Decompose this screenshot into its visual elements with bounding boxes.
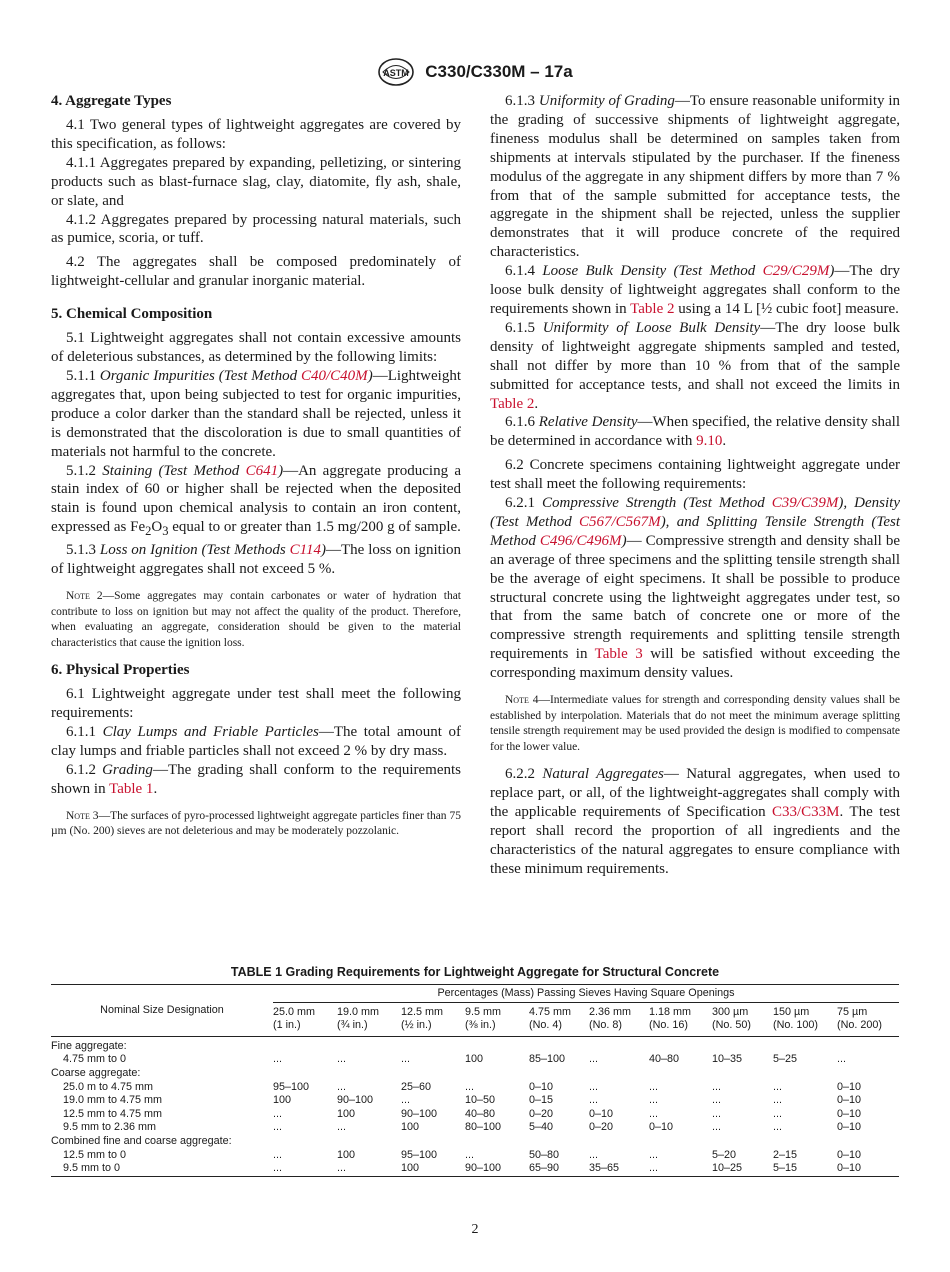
sieve-header: 12.5 mm (½ in.)	[401, 1005, 444, 1032]
table-row	[51, 1081, 899, 1095]
table-cell: 40–80	[649, 1053, 680, 1066]
table-cell: 0–15	[529, 1094, 554, 1107]
table-cell: 0–10	[837, 1107, 862, 1120]
table-cell: 0–10	[837, 1094, 862, 1107]
table-cell: ...	[589, 1053, 598, 1066]
table-cell: 90–100	[465, 1162, 502, 1175]
table-cell: ...	[773, 1121, 782, 1134]
table-cell: 0–20	[589, 1121, 614, 1134]
table-cell: ...	[712, 1094, 721, 1107]
table-cell: ...	[465, 1148, 474, 1161]
table-cell: 2–15	[773, 1148, 798, 1161]
sieve-header: 300 µm (No. 50)	[712, 1005, 752, 1032]
para-6-1-5: 6.1.5 Uniformity of Loose Bulk Density—The dry loose bulk density of lightweight aggregate shipments sampled and tested, shall not differ by more than 10 % from that of the sample submitted for acceptance tests, and shall not exceed the limits in Table 2.	[490, 319, 900, 412]
table-cell: 100	[337, 1148, 356, 1161]
sieve-header: 1.18 mm (No. 16)	[649, 1005, 692, 1032]
table-cell: ...	[773, 1080, 782, 1093]
table-cell: ...	[273, 1162, 282, 1175]
para-5-1: 5.1 Lightweight aggregates shall not contain excessive amounts of deleterious substances, as determined by the following limits:	[51, 330, 461, 366]
table-cell: 95–100	[401, 1148, 438, 1161]
page-header	[0, 57, 950, 87]
table-cell: ...	[649, 1148, 658, 1161]
table-cell: ...	[465, 1080, 474, 1093]
para-4-1-1: 4.1.1 Aggregates prepared by expanding, pelletizing, or sintering products such as blast-furnace slag, clay, diatomite, fly ash, shale, or slate, and	[51, 154, 461, 209]
para-5-1-1: 5.1.1 Organic Impurities (Test Method C40/C40M)—Lightweight aggregates that, upon being subjected to test for organic impurities, produce a color darker than the standard shall be rejected, unless it is demonstrated that the discoloration is due to small quantities of materials not harmful to the concrete.	[51, 367, 462, 460]
para-6-2-1: 6.2.1 Compressive Strength (Test Method C39/C39M), Density (Test Method C567/C567M), and Splitting Tensile Strength (Test Method C496/C496M)— Compressive strength and density shall be an average of three specimens and the splitting tensile strength shall be the average of eight specimens. It shall be possible to produce structural concrete using the lightweight aggregates under test, so that from the same batch of concrete one or more of the compressive strength requirements and splitting tensile strength requirements in Table 3 will be satisfied without exceeding the corresponding maximum density values.	[490, 495, 900, 682]
table-span-header: Percentages (Mass) Passing Sieves Having Square Openings	[273, 985, 899, 1003]
table-cell: 95–100	[273, 1080, 310, 1093]
table-cell: 50–80	[529, 1148, 560, 1161]
table-cell: 5–15	[773, 1162, 798, 1175]
table-cell: 90–100	[337, 1094, 374, 1107]
table-cell: 85–100	[529, 1053, 566, 1066]
link-table-2[interactable]: Table 2	[630, 300, 675, 317]
table-cell: 0–10	[649, 1121, 674, 1134]
link-table-2b[interactable]: Table 2	[490, 395, 535, 412]
table-group-row	[51, 1036, 899, 1053]
document-designation: C330/C330M – 17a	[425, 62, 573, 81]
table-cell: 65–90	[529, 1162, 560, 1175]
table-col-header: Nominal Size Designation	[100, 1003, 224, 1016]
table-cell: ...	[712, 1107, 721, 1120]
para-6-1: 6.1 Lightweight aggregate under test shall meet the following requirements:	[51, 686, 461, 722]
table-cell: 0–10	[837, 1162, 862, 1175]
logo-text: ASTM	[383, 68, 410, 78]
table-cell: 10–25	[712, 1162, 743, 1175]
section-5-heading: 5. Chemical Composition	[51, 306, 213, 323]
sieve-header: 150 µm (No. 100)	[773, 1005, 819, 1032]
table-cell: ...	[712, 1080, 721, 1093]
table-cell: ...	[773, 1094, 782, 1107]
table-cell: ...	[273, 1148, 282, 1161]
table-cell: 100	[337, 1107, 356, 1120]
table-row	[51, 1162, 899, 1176]
table-row	[51, 1094, 899, 1108]
table-cell: ...	[773, 1107, 782, 1120]
para-6-2: 6.2 Concrete specimens containing lightweight aggregate under test shall meet the following requirements:	[490, 457, 900, 493]
note-3: Note 3—The surfaces of pyro-processed lightweight aggregate particles finer than 75 µm (No. 200) sieves are not deleterious and may be moderately pozzolanic.	[51, 809, 462, 838]
link-c29[interactable]: C29/C29M	[762, 263, 830, 280]
link-c39[interactable]: C39/C39M	[771, 495, 839, 512]
table-cell: 5–20	[712, 1148, 737, 1161]
table-cell: 40–80	[465, 1107, 496, 1120]
row-size-label: 25.0 m to 4.75 mm	[63, 1080, 154, 1093]
table-cell: 0–10	[589, 1107, 614, 1120]
table-cell: ...	[273, 1107, 282, 1120]
table-cell: ...	[273, 1121, 282, 1134]
link-9-10[interactable]: 9.10	[696, 433, 723, 450]
note-2: Note 2—Some aggregates may contain carbonates or water of hydration that contribute to loss on ignition but may not affect the quality of the product. Therefore, when evaluating an aggregate, consideration should be given to the material characteristics that cause the ignition loss.	[51, 589, 461, 649]
table-cell: ...	[337, 1053, 346, 1066]
link-table-3[interactable]: Table 3	[594, 646, 643, 663]
table-cell: ...	[589, 1080, 598, 1093]
table-row	[51, 1053, 899, 1067]
para-5-1-2: 5.1.2 Staining (Test Method C641)—An aggregate producing a stain index of 60 or higher shall be rejected when the deposited stain is found upon chemical analysis to contain an iron content, expressed as $Fe_2O_3$ equal to or greater than 1.5 mg/200 g of sample.	[51, 462, 462, 539]
table-cell: ...	[337, 1162, 346, 1175]
link-c33[interactable]: C33/C33M	[772, 804, 840, 821]
link-c567[interactable]: C567/C567M	[579, 513, 661, 530]
para-4-1: 4.1 Two general types of lightweight aggregates are covered by this specification, as follows:	[51, 117, 461, 152]
para-6-2-2: 6.2.2 Natural Aggregates— Natural aggregates, when used to replace part, or all, of the lightweight-aggregates shall comply with the applicable requirements of Specification C33/C33M. The test report shall record the proportion of all ingredients and the characteristics of the natural aggregates to ensure compliance with these minimum requirements.	[490, 766, 901, 877]
section-6-heading: 6. Physical Properties	[51, 662, 190, 679]
table-cell: 100	[465, 1053, 484, 1066]
row-size-label: 4.75 mm to 0	[63, 1053, 127, 1066]
table-cell: 100	[401, 1162, 420, 1175]
table-cell: 100	[273, 1094, 292, 1107]
table-cell: ...	[337, 1121, 346, 1134]
table-cell: ...	[712, 1121, 721, 1134]
table-cell: ...	[837, 1053, 846, 1066]
para-6-1-3: 6.1.3 Uniformity of Grading—To ensure reasonable uniformity in the grading of successive shipments of lightweight aggregate, fineness modulus shall be determined on samples taken from shipments at intervals stipulated by the purchaser. If the fineness modulus of the aggregate in any shipment differs by more than 7 % from that of the sample submitted for acceptance tests, the aggregate in the shipment shall be rejected, unless the supplier demonstrates that it will produce concrete of the required characteristics.	[490, 93, 900, 261]
table-row	[51, 1108, 899, 1122]
row-size-label: 12.5 mm to 4.75 mm	[63, 1107, 163, 1120]
table-cell: 0–10	[837, 1121, 862, 1134]
table-cell: ...	[401, 1053, 410, 1066]
group-label: Fine aggregate:	[51, 1039, 127, 1052]
astm-logo-icon	[377, 57, 415, 87]
row-size-label: 12.5 mm to 0	[63, 1148, 127, 1161]
section-4-heading: 4. Aggregate Types	[51, 93, 172, 109]
table-group-row	[51, 1067, 899, 1081]
link-table-1[interactable]: Table 1	[109, 780, 154, 797]
link-c496[interactable]: C496/C496M	[539, 532, 622, 549]
para-6-1-6: 6.1.6 Relative Density—When specified, the relative density shall be determined in accordance with 9.10.	[490, 414, 900, 450]
table-cell: ...	[589, 1094, 598, 1107]
table-cell: 0–10	[837, 1148, 862, 1161]
para-6-1-4: 6.1.4 Loose Bulk Density (Test Method C29/C29M)—The dry loose bulk density of lightweight aggregates shall conform to the requirements shown in Table 2 using a 14 L [½ cubic foot] measure.	[490, 263, 900, 317]
table-cell: ...	[649, 1080, 658, 1093]
table-cell: 10–50	[465, 1094, 496, 1107]
link-c641[interactable]: C641	[245, 462, 279, 479]
row-size-label: 9.5 mm to 2.36 mm	[63, 1121, 157, 1134]
table-cell: 25–60	[401, 1080, 432, 1093]
row-size-label: 9.5 mm to 0	[63, 1162, 121, 1175]
table-cell: 0–20	[529, 1107, 554, 1120]
para-6-1-1: 6.1.1 Clay Lumps and Friable Particles—The total amount of clay lumps and friable particles shall not exceed 2 % by dry mass.	[51, 724, 462, 760]
sieve-header: 9.5 mm (⅜ in.)	[465, 1005, 501, 1032]
link-c40[interactable]: C40/C40M	[301, 367, 368, 384]
link-c114[interactable]: C114	[289, 542, 322, 559]
table-cell: ...	[589, 1148, 598, 1161]
table-cell: ...	[649, 1094, 658, 1107]
table-row	[51, 1121, 899, 1135]
para-6-1-2: 6.1.2 Grading—The grading shall conform to the requirements shown in Table 1.	[51, 761, 462, 797]
table-cell: 10–35	[712, 1053, 743, 1066]
table-1	[51, 984, 899, 1177]
para-4-1-2: 4.1.2 Aggregates prepared by processing natural materials, such as pumice, scoria, or tuff.	[51, 211, 461, 247]
sieve-header: 2.36 mm (No. 8)	[589, 1005, 632, 1032]
group-label: Combined fine and coarse aggregate:	[51, 1134, 232, 1147]
table-cell: 80–100	[465, 1121, 502, 1134]
table-cell: ...	[401, 1094, 410, 1107]
table-group-row	[51, 1135, 899, 1149]
table-cell: ...	[649, 1107, 658, 1120]
row-size-label: 19.0 mm to 4.75 mm	[63, 1094, 163, 1107]
sieve-header: 75 µm (No. 200)	[837, 1005, 883, 1032]
group-label: Coarse aggregate:	[51, 1066, 141, 1079]
table-cell: 5–40	[529, 1121, 554, 1134]
note-4: Note 4—Intermediate values for strength and corresponding density values shall be established by interpolation. Materials that do not meet the minimum average splitting tensile strength requirement may be used provided the design is modified to compensate for the lower value.	[490, 694, 900, 753]
table-row	[51, 1149, 899, 1163]
table-1-title: TABLE 1 Grading Requirements for Lightweight Aggregate for Structural Concrete	[230, 965, 720, 979]
table-cell: 35–65	[589, 1162, 620, 1175]
sieve-header: 4.75 mm (No. 4)	[529, 1005, 572, 1032]
page-number: 2	[471, 1222, 479, 1237]
table-cell: 0–10	[529, 1080, 554, 1093]
left-column	[51, 92, 461, 840]
table-cell: 90–100	[401, 1107, 438, 1120]
table-cell: 5–25	[773, 1053, 798, 1066]
right-column	[490, 92, 900, 879]
table-cell: 100	[401, 1121, 420, 1134]
sieve-header: 19.0 mm (¾ in.)	[337, 1005, 380, 1032]
sieve-header: 25.0 mm (1 in.)	[273, 1005, 316, 1032]
para-5-1-3: 5.1.3 Loss on Ignition (Test Methods C114)—The loss on ignition of lightweight aggregates shall not exceed 5 %.	[51, 542, 461, 578]
table-cell: 0–10	[837, 1080, 862, 1093]
table-cell: ...	[337, 1080, 346, 1093]
table-cell: ...	[273, 1053, 282, 1066]
table-cell: ...	[649, 1162, 658, 1175]
para-4-2: 4.2 The aggregates shall be composed predominately of lightweight-cellular and granular inorganic material.	[51, 254, 461, 290]
